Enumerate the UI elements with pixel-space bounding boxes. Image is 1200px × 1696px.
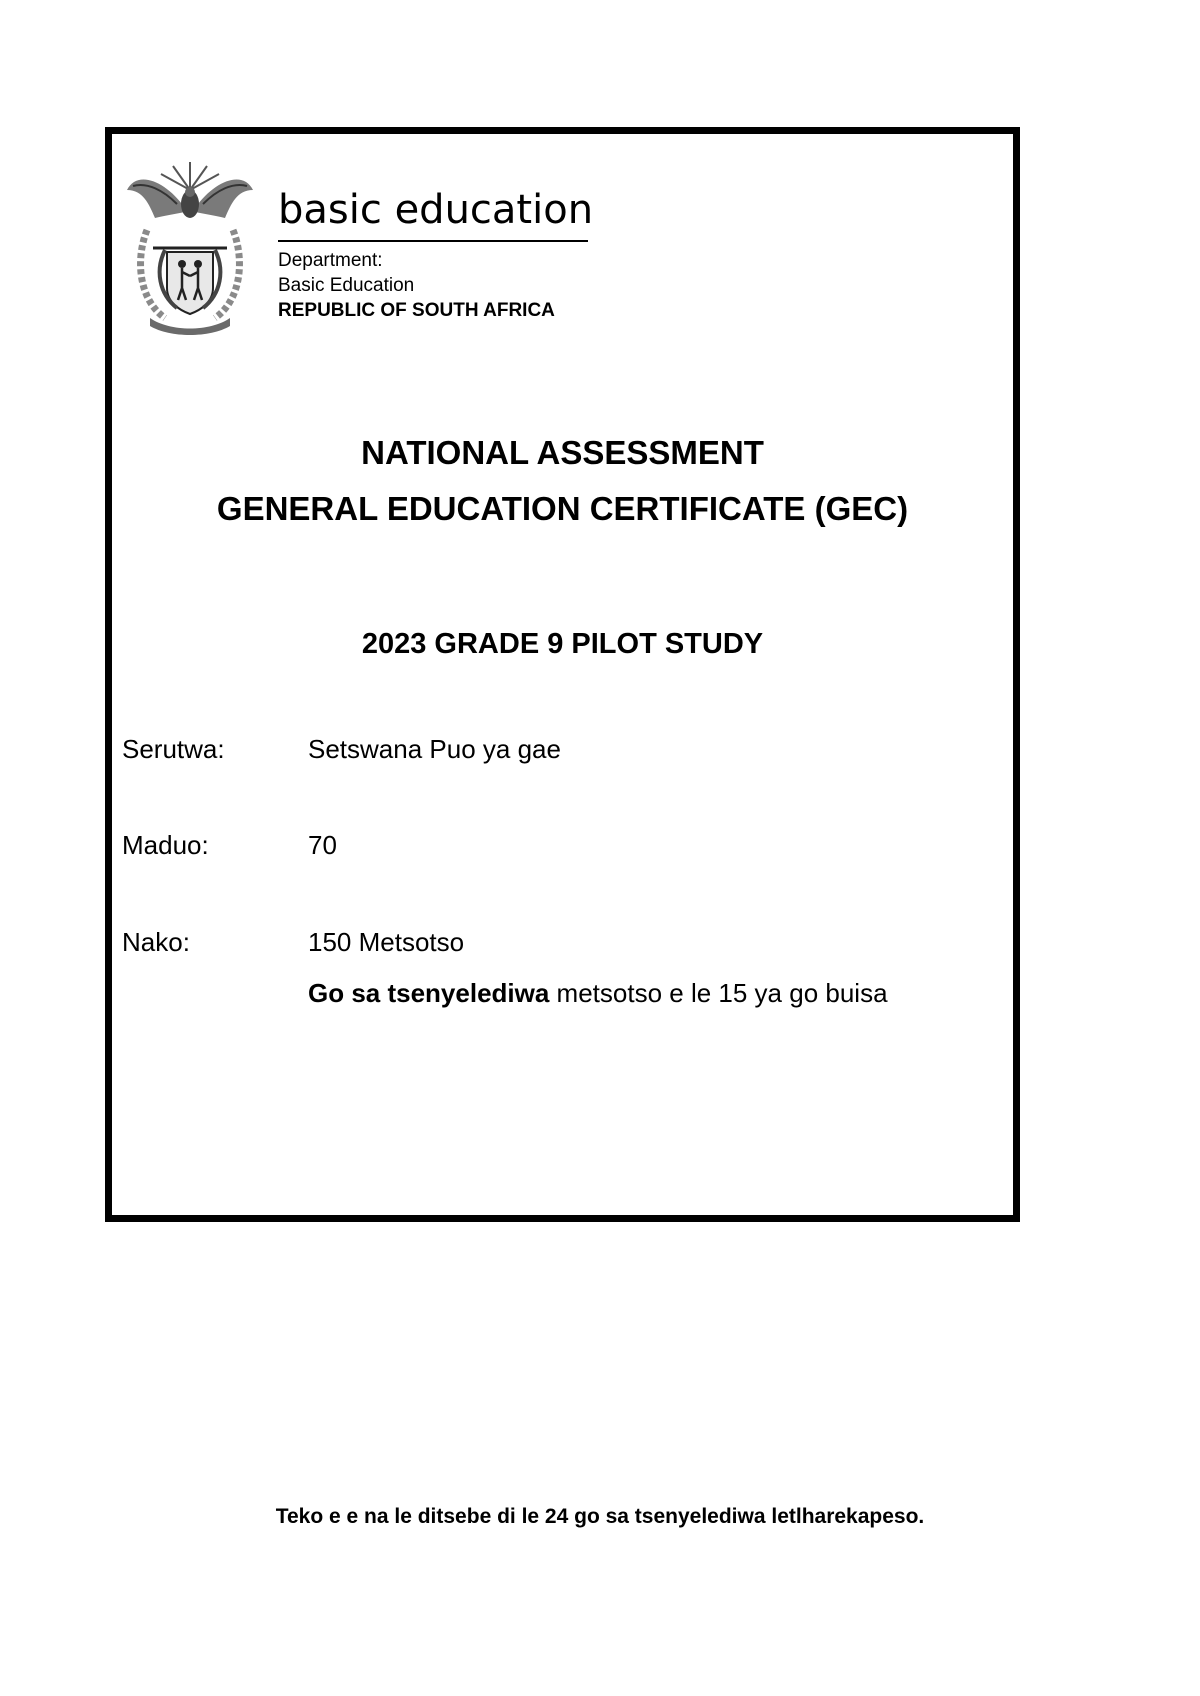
reading-time-note — [308, 978, 888, 1009]
department-logo — [125, 160, 645, 340]
brand-underline — [278, 240, 588, 242]
heading-gec: GENERAL EDUCATION CERTIFICATE (GEC) — [216, 490, 909, 527]
marks-value: 70 — [308, 830, 337, 860]
heading-pilot-study: 2023 GRADE 9 PILOT STUDY — [361, 628, 764, 660]
brand-title: basic education — [278, 187, 594, 233]
subject-label: Serutwa: — [122, 734, 225, 764]
time-value: 150 Metsotso — [308, 927, 465, 957]
brand-department: Department: — [278, 250, 383, 271]
reading-time-bold: Go sa tsenyelediwa — [308, 978, 550, 1008]
page-count-note: Teko e e na le ditsebe di le 24 go sa tsenyelediwa letlharekapeso. — [275, 1505, 925, 1528]
brand-basic-education: Basic Education — [278, 275, 415, 296]
time-label: Nako: — [122, 927, 190, 957]
brand-country: REPUBLIC OF SOUTH AFRICA — [278, 300, 555, 321]
heading-national-assessment: NATIONAL ASSESSMENT — [361, 434, 764, 471]
reading-time-rest: metsotso e le 15 ya go buisa — [549, 978, 888, 1008]
coat-of-arms-icon — [125, 160, 255, 335]
brand-text — [278, 187, 594, 323]
marks-label: Maduo: — [122, 830, 209, 860]
subject-value: Setswana Puo ya gae — [308, 734, 561, 764]
